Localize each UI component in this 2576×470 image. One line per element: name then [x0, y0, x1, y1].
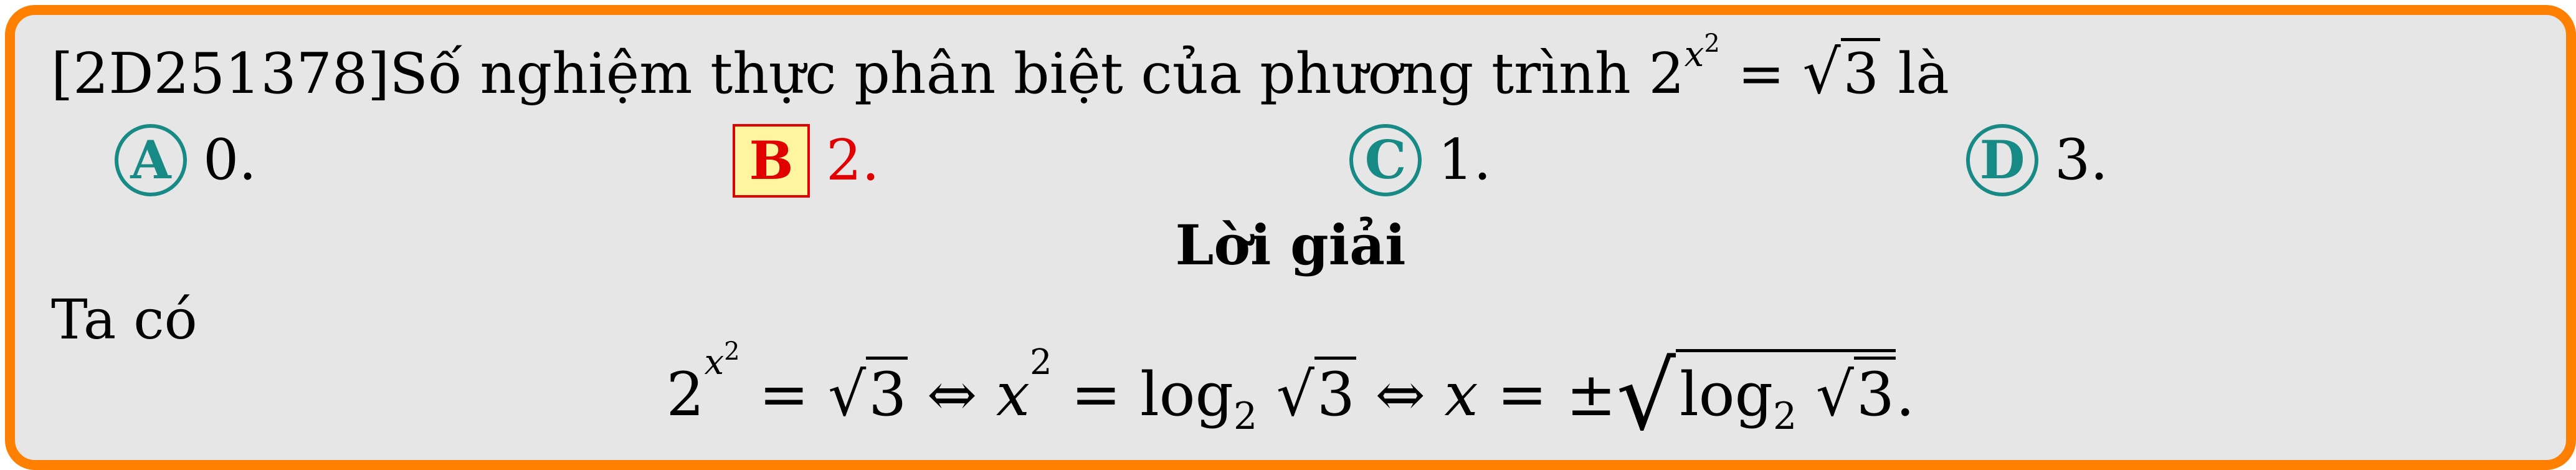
option-c[interactable]: [1349, 124, 1491, 196]
option-d-badge: D: [1966, 124, 2038, 196]
eq-equals-2: =: [1052, 360, 1141, 429]
eq-sqrt-2: √3: [1276, 365, 1356, 424]
eq-log-2: log: [1680, 360, 1774, 429]
solution-equation: [15, 337, 2566, 451]
eq-log-1: log: [1140, 360, 1234, 429]
equation-exponent: x2: [1684, 29, 1720, 75]
option-a[interactable]: [115, 124, 257, 196]
eq-x-1: x: [996, 360, 1030, 429]
option-a-value: 0.: [203, 127, 257, 193]
eq-sqrt-3: √3: [1816, 365, 1896, 424]
option-d-value: 3.: [2055, 127, 2108, 193]
eq-equals-pm: = ±: [1478, 360, 1617, 429]
question-body: Số nghiệm thực phân biệt của phương trình: [389, 41, 1649, 107]
sqrt-expression: √3: [1802, 37, 1879, 107]
option-c-badge: C: [1349, 124, 1422, 196]
eq-period: .: [1895, 360, 1915, 429]
eq-x-power: 2: [1029, 342, 1052, 383]
option-b[interactable]: [733, 124, 880, 198]
solution-intro: Ta có: [51, 287, 197, 352]
eq-x-2: x: [1444, 360, 1478, 429]
eq-log-base-2: 2: [1773, 395, 1797, 438]
option-b-value: 2.: [826, 128, 880, 193]
option-d[interactable]: [1966, 124, 2108, 196]
eq-iff-1: ⇔: [908, 360, 996, 429]
option-b-badge-correct: B: [733, 124, 810, 198]
equation-equals: =: [1719, 41, 1803, 107]
option-c-value: 1.: [1438, 127, 1491, 193]
eq-log-base-1: 2: [1233, 395, 1258, 438]
eq-equals-1: =: [739, 360, 829, 429]
solution-title: Lời giải: [1175, 213, 1406, 277]
question-id: [2D251378]: [51, 41, 390, 107]
eq-outer-sqrt: $√\log_2$ √3: [1616, 343, 1894, 451]
eq-iff-2: ⇔: [1356, 360, 1445, 429]
eq-exponent: x2: [704, 337, 740, 383]
option-a-badge: A: [115, 124, 187, 196]
question-card: [5, 5, 2576, 470]
sqrt-radicand: 3: [1841, 38, 1880, 107]
question-suffix: là: [1880, 41, 1949, 107]
eq-base: 2: [666, 360, 705, 429]
equation-base: 2: [1648, 41, 1685, 107]
question-text: [51, 29, 2566, 107]
eq-sqrt-1: √3: [828, 365, 908, 424]
